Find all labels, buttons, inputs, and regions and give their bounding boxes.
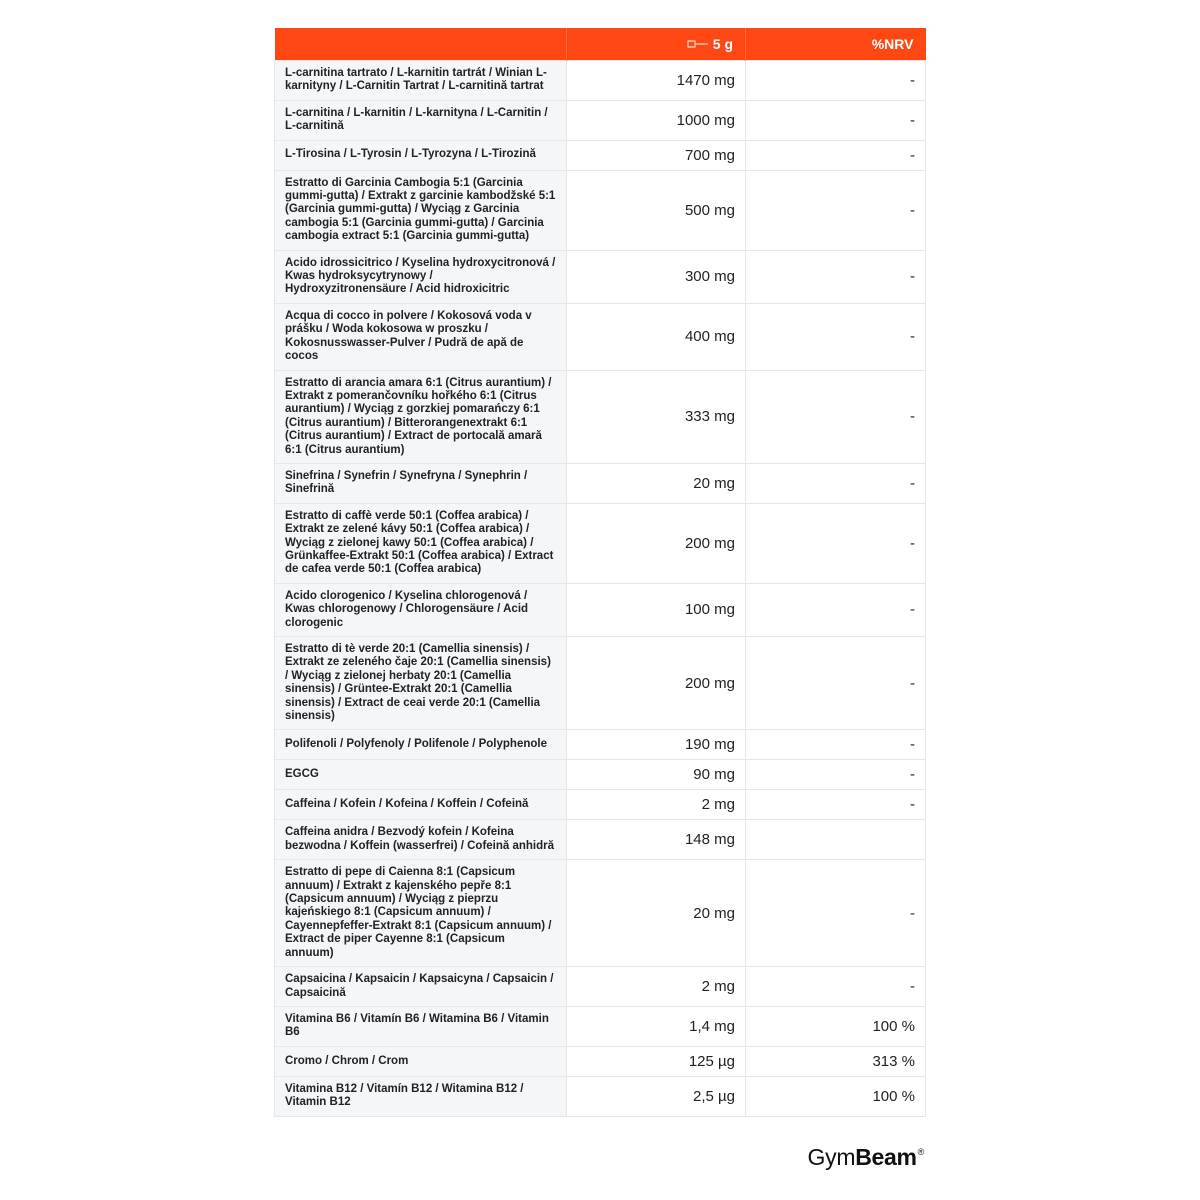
table-row bbox=[275, 100, 926, 140]
ingredient-name-cell: Acido idrossicitrico / Kyselina hydroxycitronová / Kwas hydroksycytrynowy / Hydroxyzitronensäure / Acid hidroxicitric bbox=[275, 250, 567, 303]
nrv-cell: - bbox=[746, 100, 926, 140]
table-row bbox=[275, 61, 926, 101]
table-row bbox=[275, 303, 926, 370]
ingredient-name-cell: Estratto di arancia amara 6:1 (Citrus aurantium) / Extrakt z pomerančovníku hořkého 6:1 (Citrus aurantium) / Wyciąg z gorzkiej pomarańczy 6:1 (Citrus aurantium) / Bitterorangenextrakt 6:1 (Citrus aurantium) / Extract de portocală amară 6:1 (Citrus aurantium) bbox=[275, 370, 567, 463]
logo-registered-mark: ® bbox=[917, 1147, 924, 1157]
scoop-icon bbox=[687, 39, 709, 49]
nrv-cell: - bbox=[746, 760, 926, 790]
table-row bbox=[275, 820, 926, 860]
nrv-cell: 313 % bbox=[746, 1046, 926, 1076]
table-row bbox=[275, 860, 926, 967]
table-body bbox=[275, 61, 926, 1117]
amount-cell: 200 mg bbox=[567, 503, 746, 583]
amount-cell: 2 mg bbox=[567, 790, 746, 820]
nrv-cell: - bbox=[746, 583, 926, 636]
logo-text-beam: Beam bbox=[855, 1144, 917, 1170]
ingredient-name-cell: EGCG bbox=[275, 760, 567, 790]
amount-cell: 300 mg bbox=[567, 250, 746, 303]
nutrition-table bbox=[274, 28, 926, 1117]
amount-cell: 190 mg bbox=[567, 730, 746, 760]
ingredient-name-cell: L-carnitina tartrato / L-karnitin tartrát / Winian L-karnityny / L-Carnitin Tartrat / L-carnitină tartrat bbox=[275, 61, 567, 101]
ingredient-name-cell: Estratto di caffè verde 50:1 (Coffea arabica) / Extrakt ze zelené kávy 50:1 (Coffea arabica) / Wyciąg z zielonej kawy 50:1 (Coffea arabica) / Grünkaffee-Extrakt 50:1 (Coffea arabica) / Extract de cafea verde 50:1 (Coffea arabica) bbox=[275, 503, 567, 583]
ingredient-name-cell: Acqua di cocco in polvere / Kokosová voda v prášku / Woda kokosowa w proszku / Kokosnusswasser-Pulver / Pudră de apă de cocos bbox=[275, 303, 567, 370]
ingredient-name-cell: Caffeina anidra / Bezvodý kofein / Kofeina bezwodna / Koffein (wasserfrei) / Cofeină anhidră bbox=[275, 820, 567, 860]
table-row bbox=[275, 967, 926, 1007]
table-row bbox=[275, 370, 926, 463]
ingredient-name-cell: Caffeina / Kofein / Kofeina / Koffein / Cofeină bbox=[275, 790, 567, 820]
amount-cell: 400 mg bbox=[567, 303, 746, 370]
amount-cell: 1000 mg bbox=[567, 100, 746, 140]
table-row bbox=[275, 790, 926, 820]
amount-cell: 333 mg bbox=[567, 370, 746, 463]
nrv-cell: - bbox=[746, 967, 926, 1007]
table-header-row bbox=[275, 28, 926, 61]
ingredient-name-cell: L-Tirosina / L-Tyrosin / L-Tyrozyna / L-Tirozină bbox=[275, 140, 567, 170]
amount-cell: 20 mg bbox=[567, 860, 746, 967]
amount-cell: 200 mg bbox=[567, 637, 746, 730]
table-row bbox=[275, 170, 926, 250]
nrv-cell: - bbox=[746, 860, 926, 967]
amount-cell: 90 mg bbox=[567, 760, 746, 790]
table-row bbox=[275, 583, 926, 636]
table-row bbox=[275, 250, 926, 303]
nrv-cell: - bbox=[746, 637, 926, 730]
ingredient-name-cell: Estratto di Garcinia Cambogia 5:1 (Garcinia gummi-gutta) / Extrakt z garcinie kambodžské 5:1 (Garcinia gummi-gutta) / Wyciąg z Garcinia cambogia 5:1 (Garcinia gummi-gutta) / Garcinia cambogia extract 5:1 (Garcinia gummi-gutta) bbox=[275, 170, 567, 250]
amount-cell: 148 mg bbox=[567, 820, 746, 860]
table-row bbox=[275, 140, 926, 170]
logo-text-gym: Gym bbox=[807, 1144, 856, 1170]
ingredient-name-cell: L-carnitina / L-karnitin / L-karnityna / L-Carnitin / L-carnitină bbox=[275, 100, 567, 140]
table-row bbox=[275, 637, 926, 730]
table-row bbox=[275, 1006, 926, 1046]
table-row bbox=[275, 1076, 926, 1116]
gymbeam-logo bbox=[808, 1144, 924, 1171]
nrv-cell: 100 % bbox=[746, 1006, 926, 1046]
nrv-cell: - bbox=[746, 503, 926, 583]
amount-cell: 700 mg bbox=[567, 140, 746, 170]
nrv-cell: 100 % bbox=[746, 1076, 926, 1116]
amount-cell: 100 mg bbox=[567, 583, 746, 636]
nrv-cell: - bbox=[746, 303, 926, 370]
amount-cell: 125 µg bbox=[567, 1046, 746, 1076]
amount-cell: 2,5 µg bbox=[567, 1076, 746, 1116]
ingredient-name-cell: Vitamina B6 / Vitamín B6 / Witamina B6 / Vitamin B6 bbox=[275, 1006, 567, 1046]
nrv-cell bbox=[746, 820, 926, 860]
table-row bbox=[275, 1046, 926, 1076]
ingredient-name-cell: Polifenoli / Polyfenoly / Polifenole / Polyphenole bbox=[275, 730, 567, 760]
amount-cell: 1,4 mg bbox=[567, 1006, 746, 1046]
ingredient-name-cell: Sinefrina / Synefrin / Synefryna / Synephrin / Sinefrină bbox=[275, 463, 567, 503]
nrv-cell: - bbox=[746, 790, 926, 820]
table-row bbox=[275, 730, 926, 760]
table-row bbox=[275, 503, 926, 583]
nrv-cell: - bbox=[746, 730, 926, 760]
table-row bbox=[275, 463, 926, 503]
ingredient-name-cell: Estratto di pepe di Caienna 8:1 (Capsicum annuum) / Extrakt z kajenského pepře 8:1 (Capsicum annuum) / Wyciąg z pieprzu kajeńskiego 8:1 (Capsicum annuum) / Cayennepfeffer-Extrakt 8:1 (Capsicum annuum) / Extract de piper Cayenne 8:1 (Capsicum annuum) bbox=[275, 860, 567, 967]
amount-cell: 500 mg bbox=[567, 170, 746, 250]
nrv-cell: - bbox=[746, 61, 926, 101]
header-serving-cell bbox=[567, 28, 746, 61]
nrv-cell: - bbox=[746, 140, 926, 170]
ingredient-name-cell: Cromo / Chrom / Crom bbox=[275, 1046, 567, 1076]
ingredient-name-cell: Vitamina B12 / Vitamín B12 / Witamina B12 / Vitamin B12 bbox=[275, 1076, 567, 1116]
header-serving-label: 5 g bbox=[712, 36, 733, 52]
amount-cell: 20 mg bbox=[567, 463, 746, 503]
ingredient-name-cell: Estratto di tè verde 20:1 (Camellia sinensis) / Extrakt ze zeleného čaje 20:1 (Camellia sinensis) / Wyciąg z zielonej herbaty 20:1 (Camellia sinensis) / Grüntee-Extrakt 20:1 (Camellia sinensis) / Extract de ceai verde 20:1 (Camellia sinensis) bbox=[275, 637, 567, 730]
amount-cell: 2 mg bbox=[567, 967, 746, 1007]
table-row bbox=[275, 760, 926, 790]
nrv-cell: - bbox=[746, 250, 926, 303]
nrv-cell: - bbox=[746, 370, 926, 463]
header-nrv-cell: %NRV bbox=[746, 28, 926, 61]
amount-cell: 1470 mg bbox=[567, 61, 746, 101]
header-name-cell bbox=[275, 28, 567, 61]
ingredient-name-cell: Acido clorogenico / Kyselina chlorogenová / Kwas chlorogenowy / Chlorogensäure / Acid clorogenic bbox=[275, 583, 567, 636]
nrv-cell: - bbox=[746, 170, 926, 250]
ingredient-name-cell: Capsaicina / Kapsaicin / Kapsaicyna / Capsaicin / Capsaicină bbox=[275, 967, 567, 1007]
nrv-cell: - bbox=[746, 463, 926, 503]
